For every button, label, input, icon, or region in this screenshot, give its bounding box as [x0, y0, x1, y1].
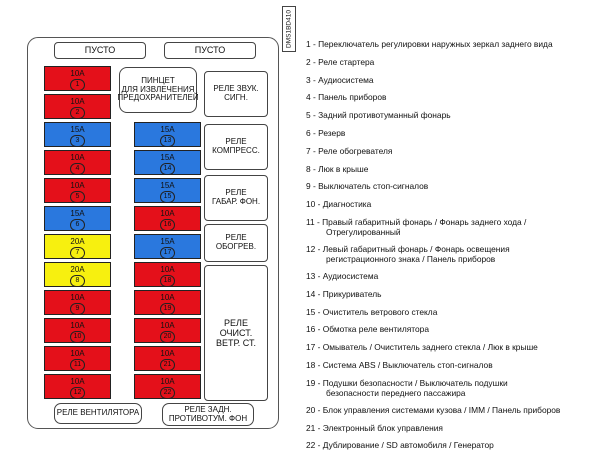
- legend-text: 21 - Электронный блок управления: [306, 422, 443, 433]
- relay-horn: РЕЛЕ ЗВУК. СИГН.: [204, 71, 268, 117]
- fuse-amperage: 15A: [160, 181, 175, 190]
- fuse-number: 15: [160, 191, 175, 203]
- legend-text: 22 - Дублирование / SD автомобиля / Генератор: [306, 440, 494, 451]
- fuse-number: 22: [160, 387, 175, 399]
- fuse-amperage: 10A: [70, 293, 85, 302]
- fuse-17: [134, 234, 201, 259]
- fuse-number: 19: [160, 303, 175, 315]
- fuse-18: [134, 262, 201, 287]
- legend-item: [306, 199, 598, 210]
- legend-item: [306, 342, 598, 353]
- fuse-number: 3: [70, 135, 85, 147]
- legend-text: 11 - Правый габаритный фонарь / Фонарь заднего хода /: [306, 216, 527, 227]
- empty-slot-right: ПУСТО: [164, 42, 256, 59]
- legend-item: [306, 75, 598, 86]
- fuse-number: 17: [160, 247, 175, 259]
- fuse-amperage: 15A: [160, 237, 175, 246]
- fuse-number: 11: [70, 359, 85, 371]
- legend-item: [306, 244, 598, 265]
- fuse-amperage: 10A: [70, 321, 85, 330]
- legend-text: 5 - Задний противотуманный фонарь: [306, 110, 451, 121]
- legend-item: [306, 164, 598, 175]
- legend-item: [306, 289, 598, 300]
- fuse-panel: [27, 37, 279, 429]
- fuse-amperage: 10A: [160, 265, 175, 274]
- fuse-number: 20: [160, 331, 175, 343]
- legend-text: 3 - Аудиосистема: [306, 74, 374, 85]
- fuse-22: [134, 374, 201, 399]
- fuse-20: [134, 318, 201, 343]
- fuse-amperage: 10A: [160, 293, 175, 302]
- legend-text: 2 - Реле стартера: [306, 56, 375, 67]
- fuse-10: [44, 318, 111, 343]
- fuse-amperage: 10A: [70, 69, 85, 78]
- fuse-1: [44, 66, 111, 91]
- fuse-amperage: 10A: [70, 349, 85, 358]
- legend-item: [306, 57, 598, 68]
- legend-text: 16 - Обмотка реле вентилятора: [306, 324, 429, 335]
- legend-text-continued: безопасности переднего пассажира: [326, 388, 466, 399]
- fuse-puller-tweezers: ПИНЦЕТ ДЛЯ ИЗВЛЕЧЕНИЯ ПРЕДОХРАНИТЕЛЕЙ: [119, 67, 197, 113]
- fuse-16: [134, 206, 201, 231]
- legend-text: 15 - Очиститель ветрового стекла: [306, 306, 438, 317]
- relay-compressor: РЕЛЕ КОМПРЕСС.: [204, 124, 268, 170]
- empty-slot-left: ПУСТО: [54, 42, 146, 59]
- fuse-amperage: 15A: [160, 125, 175, 134]
- fuse-19: [134, 290, 201, 315]
- fuse-number: 18: [160, 275, 175, 287]
- fuse-6: [44, 206, 111, 231]
- relay-parking-lights: РЕЛЕ ГАБАР. ФОН.: [204, 175, 268, 221]
- fuse-8: [44, 262, 111, 287]
- fuse-2: [44, 94, 111, 119]
- legend-text: 19 - Подушки безопасности / Выключатель подушки: [306, 377, 508, 388]
- legend-text: 10 - Диагностика: [306, 199, 372, 210]
- fuse-number: 12: [70, 387, 85, 399]
- legend-item: [306, 146, 598, 157]
- fuse-number: 21: [160, 359, 175, 371]
- fuse-21: [134, 346, 201, 371]
- legend-text: 12 - Левый габаритный фонарь / Фонарь освещения: [306, 243, 510, 254]
- fuse-amperage: 15A: [70, 209, 85, 218]
- fuse-amperage: 15A: [70, 125, 85, 134]
- legend-item: [306, 217, 598, 238]
- fuse-12: [44, 374, 111, 399]
- fuse-amperage: 20A: [70, 265, 85, 274]
- fuse-number: 16: [160, 219, 175, 231]
- fuse-amperage: 20A: [70, 237, 85, 246]
- legend-item: [306, 181, 598, 192]
- legend-text: 9 - Выключатель стоп-сигналов: [306, 181, 429, 192]
- relay-fan: РЕЛЕ ВЕНТИЛЯТОРА: [54, 403, 142, 424]
- fuse-legend: [306, 39, 598, 458]
- fuse-number: 4: [70, 163, 85, 175]
- fuse-number: 9: [70, 303, 85, 315]
- legend-item: [306, 271, 598, 282]
- fuse-7: [44, 234, 111, 259]
- fuse-number: 10: [70, 331, 85, 343]
- legend-text: 4 - Панель приборов: [306, 92, 387, 103]
- legend-item: [306, 440, 598, 451]
- fuse-number: 6: [70, 219, 85, 231]
- fuse-number: 1: [70, 79, 85, 91]
- legend-item: [306, 110, 598, 121]
- legend-text-continued: Отрегулированный: [326, 227, 401, 238]
- legend-item: [306, 423, 598, 434]
- legend-item: [306, 128, 598, 139]
- fuse-14: [134, 150, 201, 175]
- legend-text: 18 - Система ABS / Выключатель стоп-сигналов: [306, 359, 493, 370]
- legend-text: 20 - Блок управления системами кузова / IMM / Панель приборов: [306, 404, 561, 415]
- legend-item: [306, 39, 598, 50]
- legend-text-continued: регистрационного знака / Панель приборов: [326, 254, 496, 265]
- legend-text: 7 - Реле обогревателя: [306, 145, 393, 156]
- fuse-amperage: 15A: [160, 153, 175, 162]
- fuse-amperage: 10A: [70, 181, 85, 190]
- fuse-number: 7: [70, 247, 85, 259]
- legend-item: [306, 307, 598, 318]
- fuse-amperage: 10A: [160, 321, 175, 330]
- legend-item: [306, 378, 598, 399]
- fuse-number: 14: [160, 163, 175, 175]
- fuse-11: [44, 346, 111, 371]
- fuse-amperage: 10A: [160, 209, 175, 218]
- fuse-amperage: 10A: [70, 153, 85, 162]
- fuse-3: [44, 122, 111, 147]
- legend-item: [306, 92, 598, 103]
- fuse-4: [44, 150, 111, 175]
- fuse-amperage: 10A: [70, 377, 85, 386]
- legend-text: 8 - Люк в крыше: [306, 163, 369, 174]
- fuse-number: 5: [70, 191, 85, 203]
- fuse-number: 8: [70, 275, 85, 287]
- legend-item: [306, 360, 598, 371]
- legend-text: 13 - Аудиосистема: [306, 270, 379, 281]
- legend-text: 17 - Омыватель / Очиститель заднего стекла / Люк в крыше: [306, 342, 538, 353]
- fuse-5: [44, 178, 111, 203]
- fuse-number: 13: [160, 135, 175, 147]
- legend-item: [306, 324, 598, 335]
- diagram-code: DMS1BD410: [282, 6, 296, 52]
- fuse-13: [134, 122, 201, 147]
- relay-wiper: РЕЛЕ ОЧИСТ. ВЕТР. СТ.: [204, 265, 268, 401]
- relay-rear-fog: РЕЛЕ ЗАДН. ПРОТИВОТУМ. ФОН: [162, 403, 254, 426]
- legend-text: 14 - Прикуриватель: [306, 288, 382, 299]
- fuse-9: [44, 290, 111, 315]
- fuse-amperage: 10A: [160, 349, 175, 358]
- relay-heater: РЕЛЕ ОБОГРЕВ.: [204, 224, 268, 262]
- legend-text: 1 - Переключатель регулировки наружных зеркал заднего вида: [306, 39, 553, 49]
- fuse-15: [134, 178, 201, 203]
- fuse-amperage: 10A: [70, 97, 85, 106]
- legend-item: [306, 405, 598, 416]
- legend-text: 6 - Резерв: [306, 127, 346, 138]
- fuse-number: 2: [70, 107, 85, 119]
- fuse-amperage: 10A: [160, 377, 175, 386]
